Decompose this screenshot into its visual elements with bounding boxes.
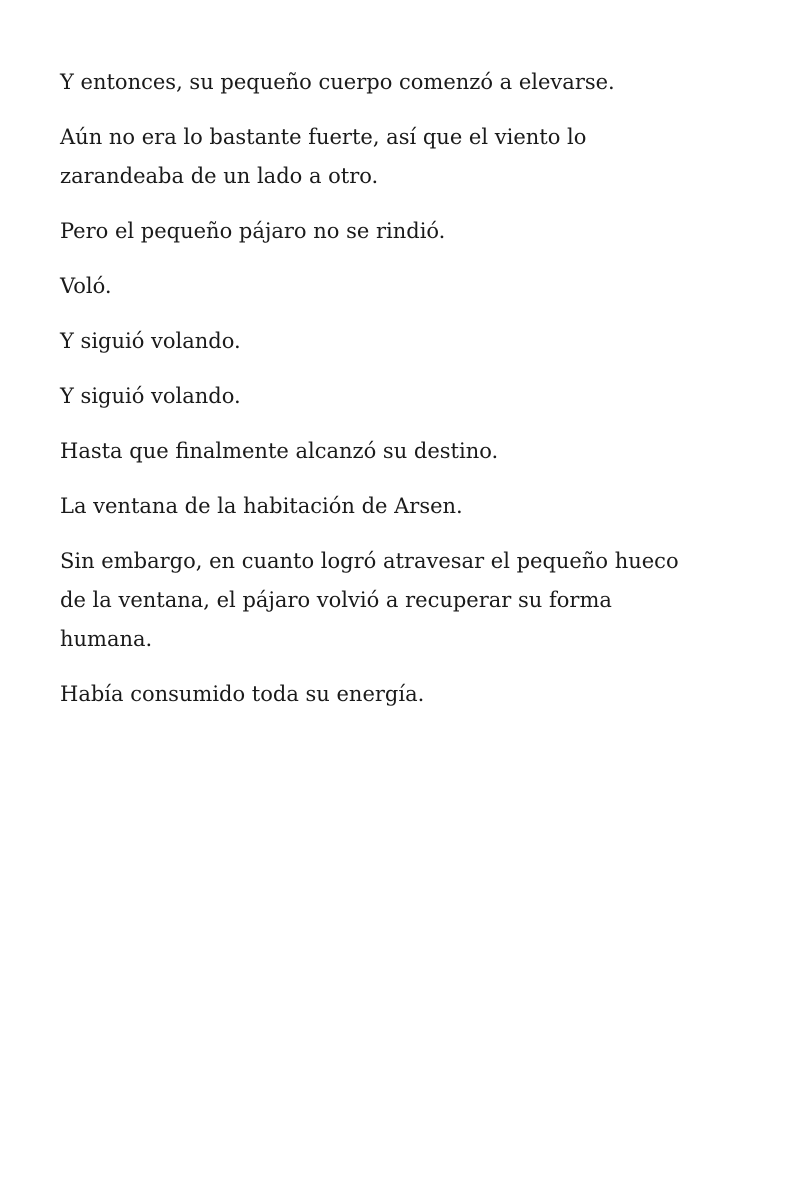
paragraph-4 [60, 267, 740, 306]
text-line: Y siguió volando. [60, 329, 241, 353]
text-line: de la ventana, el pájaro volvió a recuperar su forma [60, 588, 612, 612]
text-line: Y siguió volando. [60, 384, 241, 408]
paragraph-3 [60, 212, 740, 251]
text-line: Aún no era lo bastante fuerte, así que el viento lo [60, 125, 587, 149]
paragraph-9 [60, 542, 740, 659]
text-line: Sin embargo, en cuanto logró atravesar el pequeño hueco [60, 549, 679, 573]
paragraph-1 [60, 63, 740, 102]
text-line: humana. [60, 627, 153, 651]
text-line: Pero el pequeño pájaro no se rindió. [60, 219, 446, 243]
text-line: Había consumido toda su energía. [60, 682, 425, 706]
paragraph-2 [60, 118, 740, 196]
text-line: zarandeaba de un lado a otro. [60, 164, 379, 188]
text-line: La ventana de la habitación de Arsen. [60, 494, 463, 518]
document-page [60, 63, 740, 730]
paragraph-7 [60, 432, 740, 471]
text-line: Hasta que finalmente alcanzó su destino. [60, 439, 499, 463]
paragraph-6 [60, 377, 740, 416]
paragraph-10 [60, 675, 740, 714]
paragraph-5 [60, 322, 740, 361]
paragraph-8 [60, 487, 740, 526]
text-line: Voló. [60, 274, 112, 298]
text-line: Y entonces, su pequeño cuerpo comenzó a elevarse. [60, 70, 615, 94]
